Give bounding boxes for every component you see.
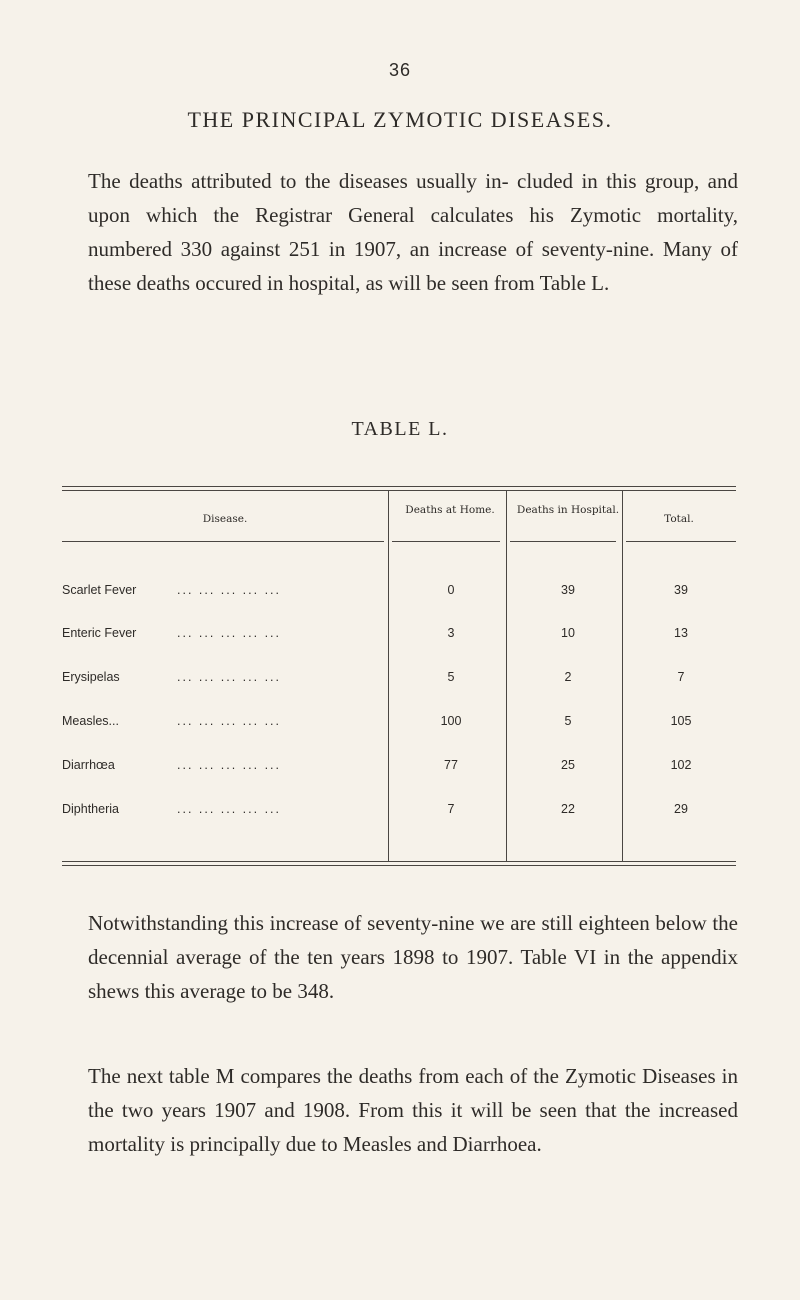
row-deaths-at-home: 5 [447,670,455,684]
header-total: Total. [664,513,694,525]
row-disease: Measles... [62,714,119,728]
row-deaths-at-home: 7 [447,802,455,816]
row-deaths-in-hospital: 5 [564,714,572,728]
header-deaths-at-home: Deaths at Home. [405,504,495,516]
row-deaths-at-home: 100 [440,714,462,728]
row-disease: Diphtheria [62,802,119,816]
row-deaths-in-hospital: 2 [564,670,572,684]
table-row [62,714,736,734]
row-disease: Enteric Fever [62,626,137,640]
table-row [62,583,736,603]
header-deaths-in-hospital: Deaths in Hospital. [516,504,620,516]
row-total: 105 [670,714,692,728]
row-leader-dots: ... ... ... ... ... [177,714,281,728]
row-deaths-at-home: 3 [447,626,455,640]
header-underline [62,541,384,542]
row-deaths-in-hospital: 10 [561,626,575,640]
row-leader-dots: ... ... ... ... ... [177,758,281,772]
row-total: 13 [674,626,688,640]
header-underline [510,541,616,542]
table-top-rule [62,486,736,491]
row-deaths-in-hospital: 22 [561,802,575,816]
table-l [62,486,736,866]
table-row [62,758,736,778]
row-deaths-in-hospital: 39 [561,583,575,597]
intro-paragraph: The deaths attributed to the diseases usually in- cluded in this group, and upon which the Registrar General calculates his Zymotic mortality, numbered 330 against 251 in 1907, an increase of seventy-nine. Many of these deaths occured in hospital, as will be seen from Table L. [88,169,738,295]
table-row [62,626,736,646]
row-deaths-at-home: 77 [444,758,458,772]
row-leader-dots: ... ... ... ... ... [177,626,281,640]
row-disease: Scarlet Fever [62,583,137,597]
table-bottom-rule [62,861,736,866]
row-deaths-at-home: 0 [447,583,455,597]
row-total: 29 [674,802,688,816]
header-underline [392,541,500,542]
page-title: THE PRINCIPAL ZYMOTIC DISEASES. [187,107,613,132]
row-leader-dots: ... ... ... ... ... [177,802,281,816]
page-number: 36 [388,60,412,80]
row-leader-dots: ... ... ... ... ... [177,670,281,684]
after-table-paragraph: Notwithstanding this increase of seventy-nine we are still eighteen below the decennial average of the ten years 1898 to 1907. Table VI in the appendix shews this average to be 348. [88,911,738,1003]
header-underline [626,541,736,542]
table-row [62,802,736,822]
row-disease: Erysipelas [62,670,120,684]
table-title: TABLE L. [351,418,449,440]
row-total: 39 [674,583,688,597]
next-table-paragraph: The next table M compares the deaths from each of the Zymotic Diseases in the two years 1907 and 1908. From this it will be seen that the increased mortality is principally due to Measles and Diarrhoea. [88,1064,738,1156]
table-row [62,670,736,690]
row-total: 7 [677,670,685,684]
row-total: 102 [670,758,692,772]
row-disease: Diarrhœa [62,758,115,772]
header-disease: Disease. [202,513,248,525]
row-leader-dots: ... ... ... ... ... [177,583,281,597]
row-deaths-in-hospital: 25 [561,758,575,772]
